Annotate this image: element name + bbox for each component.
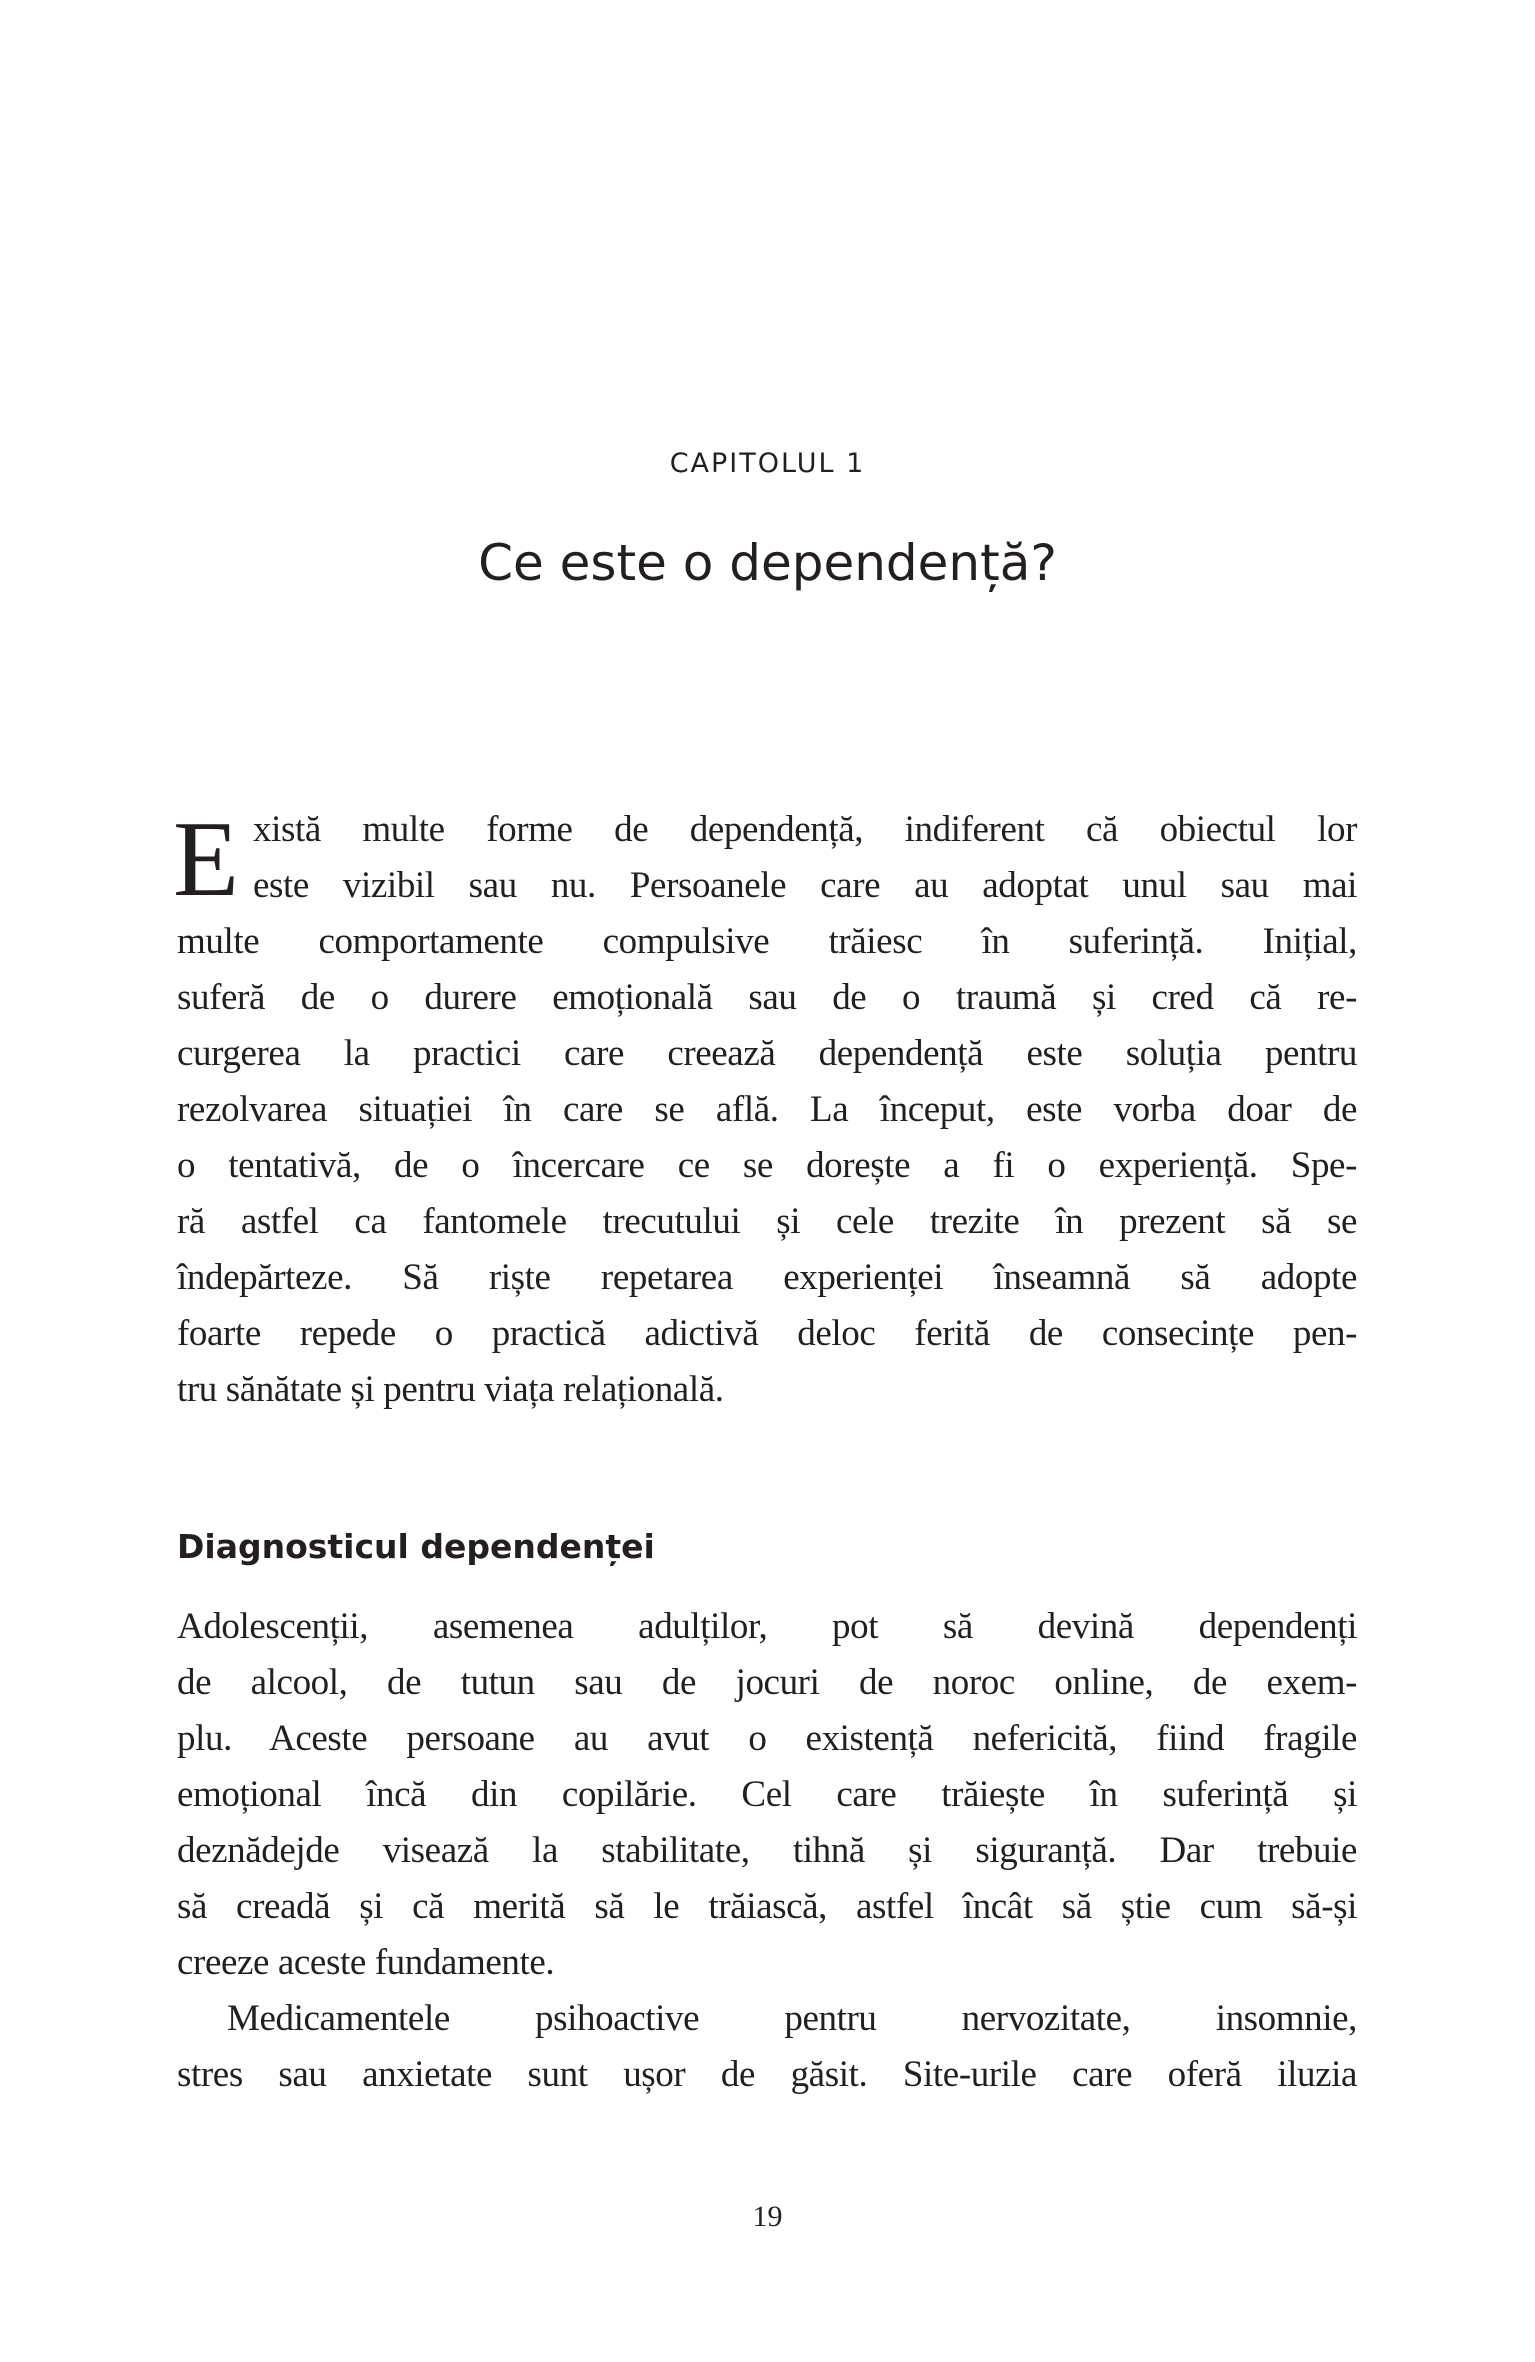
text-line: este vizibil sau nu. Persoanele care au adoptat unul sau mai <box>253 865 1357 906</box>
text-line: rezolvarea situației în care se află. La început, este vorba doar de <box>177 1089 1357 1130</box>
text-line: stres sau anxietate sunt ușor de găsit. Site-urile care oferă iluzia <box>177 2054 1357 2095</box>
text-line: emoțional încă din copilărie. Cel care trăiește în suferință și <box>177 1774 1357 1815</box>
text-line: îndepărteze. Să riște repetarea experienței înseamnă să adopte <box>177 1257 1357 1298</box>
text-line: creeze aceste fundamente. <box>177 1942 555 1983</box>
text-line: ră astfel ca fantomele trecutului și cele trezite în prezent să se <box>177 1201 1357 1242</box>
text-line: multe comportamente compulsive trăiesc în suferință. Inițial, <box>177 921 1357 962</box>
text-line: Medicamentele psihoactive pentru nervozitate, insomnie, <box>227 1998 1357 2039</box>
text-line: de alcool, de tutun sau de jocuri de noroc online, de exem- <box>177 1662 1357 1703</box>
text-line: o tentativă, de o încercare ce se dorește a fi o experiență. Spe- <box>177 1145 1357 1186</box>
text-line: Adolescenții, asemenea adulților, pot să devină dependenți <box>177 1606 1357 1647</box>
page-number: 19 <box>752 2200 783 2233</box>
text-line: curgerea la practici care creează dependență este soluția pentru <box>177 1033 1357 1074</box>
section-heading: Diagnosticul dependenței <box>177 1527 655 1566</box>
text-line: plu. Aceste persoane au avut o existență nefericită, fiind fragile <box>177 1718 1357 1759</box>
intro-paragraph <box>173 800 1357 1418</box>
text-line: foarte repede o practică adictivă deloc ferită de consecințe pen- <box>177 1313 1357 1354</box>
text-line: deznădejde visează la stabilitate, tihnă și siguranță. Dar trebuie <box>177 1830 1357 1871</box>
text-line: suferă de o durere emoțională sau de o traumă și cred că re- <box>177 977 1357 1018</box>
text-line: tru sănătate și pentru viața relațională. <box>177 1369 724 1410</box>
chapter-label: CAPITOLUL 1 <box>669 448 866 479</box>
text-line: xistă multe forme de dependență, indiferent că obiectul lor <box>253 809 1357 850</box>
chapter-title: Ce este o dependență? <box>478 534 1057 592</box>
section-paragraph-1 <box>177 1599 1357 2103</box>
drop-cap: E <box>173 800 239 919</box>
text-line: să creadă și că merită să le trăiască, astfel încât să știe cum să-și <box>177 1886 1357 1927</box>
